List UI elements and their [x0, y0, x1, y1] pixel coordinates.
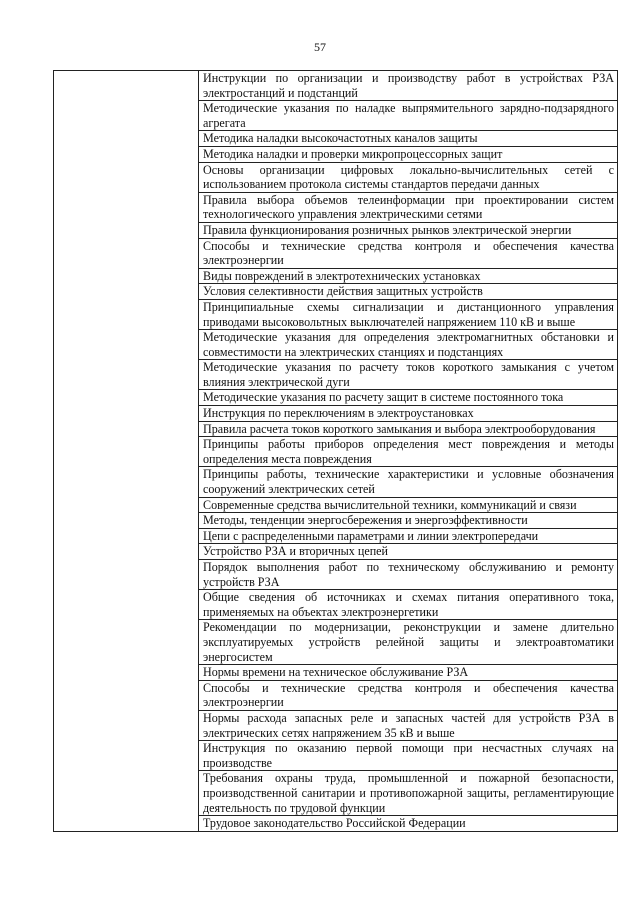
requirement-cell [199, 360, 618, 390]
requirement-text: Устройство РЗА и вторичных цепей [203, 544, 389, 559]
requirement-cell [199, 497, 618, 513]
requirement-cell [199, 437, 618, 467]
table-row [54, 71, 618, 101]
requirement-cell [199, 299, 618, 329]
requirement-text: Правила выбора объемов телеинформации при проектировании систем технологического управления электрическими сетями [203, 192, 614, 222]
requirement-cell [199, 390, 618, 406]
requirement-cell [199, 406, 618, 422]
requirement-cell [199, 665, 618, 681]
requirement-text: Правила расчета токов короткого замыкания и выбора электрооборудования [203, 421, 596, 436]
requirement-cell [199, 590, 618, 620]
requirement-text: Условия селективности действия защитных устройств [203, 284, 483, 299]
requirement-cell [199, 238, 618, 268]
requirement-cell [199, 620, 618, 665]
requirement-text: Методические указания для определения электромагнитных обстановки и совместимости на электрических станциях и подстанциях [203, 330, 614, 359]
requirement-text: Общие сведения об источниках и схемах питания оперативного тока, применяемых на объектах электроэнергетики [203, 590, 614, 619]
requirement-cell [199, 162, 618, 192]
requirement-text: Требования охраны труда, промышленной и пожарной безопасности, производственной санитарии и противопожарной защиты, регламентирующие деятельность по трудовой функции [203, 771, 614, 815]
requirement-cell [199, 467, 618, 497]
requirement-cell [199, 710, 618, 740]
requirement-cell [199, 222, 618, 238]
requirement-text: Инструкция по оказанию первой помощи при несчастных случаях на производстве [203, 741, 614, 770]
requirement-text: Нормы времени на техническое обслуживание РЗА [203, 665, 469, 680]
requirement-text: Виды повреждений в электротехнических установках [203, 268, 481, 283]
requirement-text: Методические указания по расчету защит в системе постоянного тока [203, 390, 564, 405]
requirement-text: Принципиальные схемы сигнализации и дистанционного управления приводами высоковольтных выключателей напряжением 110 кВ и выше [203, 299, 614, 329]
requirement-text: Инструкции по организации и производству работ в устройствах РЗА электростанций и подстанций [203, 71, 614, 100]
requirement-cell [199, 560, 618, 590]
requirement-text: Методические указания по наладке выпрямительного зарядно-подзарядного агрегата [203, 101, 614, 130]
requirement-cell [199, 528, 618, 544]
requirement-text: Методика наладки и проверки микропроцессорных защит [203, 146, 503, 161]
requirement-text: Трудовое законодательство Российской Федерации [203, 816, 466, 831]
requirement-cell [199, 513, 618, 529]
requirement-text: Принципы работы приборов определения мест повреждения и методы определения места повреждения [203, 437, 614, 466]
requirement-text: Правила функционирования розничных рынков электрической энергии [203, 222, 572, 237]
requirement-text: Принципы работы, технические характеристики и условные обозначения сооружений электрических сетей [203, 467, 614, 497]
requirement-cell [199, 101, 618, 131]
requirement-text: Современные средства вычислительной техники, коммуникаций и связи [203, 497, 577, 512]
requirement-text: Инструкция по переключениям в электроустановках [203, 406, 474, 421]
page-number: 57 [314, 40, 326, 54]
requirement-cell [199, 192, 618, 222]
knowledge-table [53, 70, 618, 832]
requirement-text: Нормы расхода запасных реле и запасных частей для устройств РЗА в электрических сетях напряжением 35 кВ и выше [203, 710, 614, 740]
requirement-cell [199, 816, 618, 832]
requirement-cell [199, 741, 618, 771]
requirement-text: Основы организации цифровых локально-вычислительных сетей с использованием протокола системы стандартов передачи данных [203, 162, 614, 192]
requirement-cell [199, 268, 618, 284]
requirement-cell [199, 771, 618, 816]
row-label-cell [54, 71, 199, 832]
requirement-cell [199, 131, 618, 147]
requirement-text: Методические указания по расчету токов короткого замыкания с учетом влияния электрической дуги [203, 360, 614, 389]
requirement-text: Рекомендации по модернизации, реконструкции и замене длительно эксплуатируемых устройств релейной защиты и электроавтоматики энергосистем [203, 620, 614, 664]
requirement-text: Цепи с распределенными параметрами и линии электропередачи [203, 528, 539, 543]
requirement-cell [199, 544, 618, 560]
requirement-text: Методика наладки высокочастотных каналов защиты [203, 131, 478, 146]
requirement-cell [199, 330, 618, 360]
requirement-cell [199, 71, 618, 101]
requirement-text: Порядок выполнения работ по техническому обслуживанию и ремонту устройств РЗА [203, 560, 614, 589]
requirement-cell [199, 421, 618, 437]
requirement-text: Способы и технические средства контроля и обеспечения качества электроэнергии [203, 238, 614, 268]
requirement-text: Способы и технические средства контроля и обеспечения качества электроэнергии [203, 680, 614, 710]
requirement-cell [199, 680, 618, 710]
knowledge-table-body [54, 71, 618, 832]
requirement-cell [199, 146, 618, 162]
requirement-text: Методы, тенденции энергосбережения и энергоэффективности [203, 513, 528, 528]
requirement-cell [199, 284, 618, 300]
